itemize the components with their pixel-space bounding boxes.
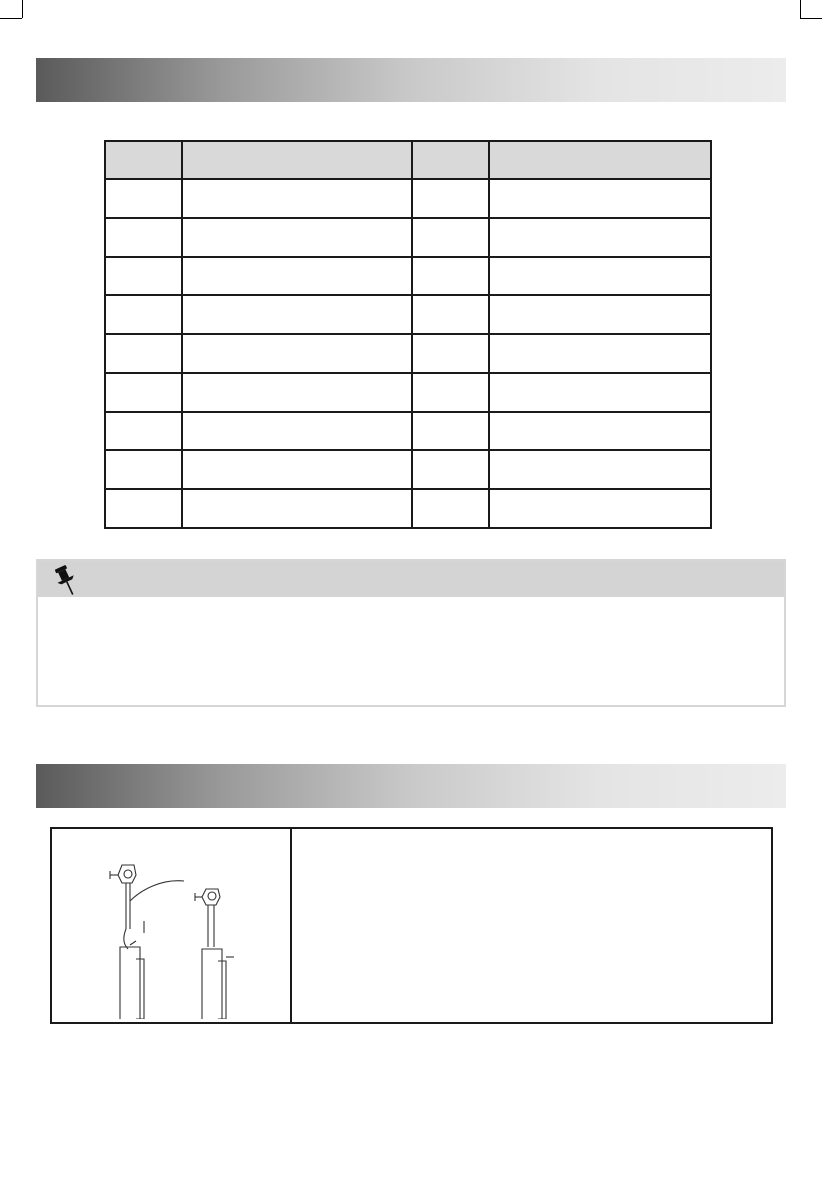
table-cell [105, 295, 182, 334]
table-row [105, 412, 711, 451]
crop-mark [22, 0, 23, 18]
table-cell [105, 257, 182, 296]
table-row [105, 218, 711, 257]
table-cell [412, 257, 489, 296]
table-cell [182, 373, 412, 412]
table-row [105, 179, 711, 218]
installation-box [50, 827, 773, 1024]
table-cell [412, 373, 489, 412]
section-header-bar [36, 58, 786, 102]
table-cell [489, 179, 711, 218]
table-cell [412, 412, 489, 451]
table-cell [182, 218, 412, 257]
table-cell [182, 334, 412, 373]
parts-table [104, 140, 712, 529]
column-header [412, 141, 489, 179]
crop-mark [0, 18, 22, 19]
table-cell [412, 450, 489, 489]
table-cell [105, 179, 182, 218]
table-cell [412, 179, 489, 218]
table-cell [182, 489, 412, 528]
table-cell [105, 373, 182, 412]
table-cell [489, 218, 711, 257]
table-row [105, 489, 711, 528]
table-cell [489, 334, 711, 373]
table-cell [412, 334, 489, 373]
table-cell [489, 489, 711, 528]
table-cell [182, 179, 412, 218]
note-header [38, 561, 784, 597]
table-header-row [105, 141, 711, 179]
table-row [105, 295, 711, 334]
table-cell [489, 450, 711, 489]
crop-mark [800, 0, 801, 18]
column-divider [290, 829, 292, 1022]
table-cell [489, 373, 711, 412]
table-row [105, 450, 711, 489]
table-row [105, 373, 711, 412]
table-cell [489, 412, 711, 451]
column-header [105, 141, 182, 179]
table-cell [489, 295, 711, 334]
table-cell [105, 334, 182, 373]
heater-installation-illustration [92, 849, 262, 1019]
table-cell [412, 295, 489, 334]
table-cell [105, 450, 182, 489]
column-header [489, 141, 711, 179]
table-cell [412, 218, 489, 257]
table-row [105, 257, 711, 296]
table-cell [105, 412, 182, 451]
table-cell [412, 489, 489, 528]
table-row [105, 334, 711, 373]
table-cell [182, 450, 412, 489]
section-header-bar [36, 764, 786, 808]
table-cell [182, 257, 412, 296]
table-cell [105, 489, 182, 528]
note-box [36, 559, 786, 707]
pushpin-icon [50, 563, 82, 597]
table-cell [105, 218, 182, 257]
column-header [182, 141, 412, 179]
table-cell [182, 295, 412, 334]
table-cell [182, 412, 412, 451]
table-cell [489, 257, 711, 296]
crop-mark [800, 18, 822, 19]
